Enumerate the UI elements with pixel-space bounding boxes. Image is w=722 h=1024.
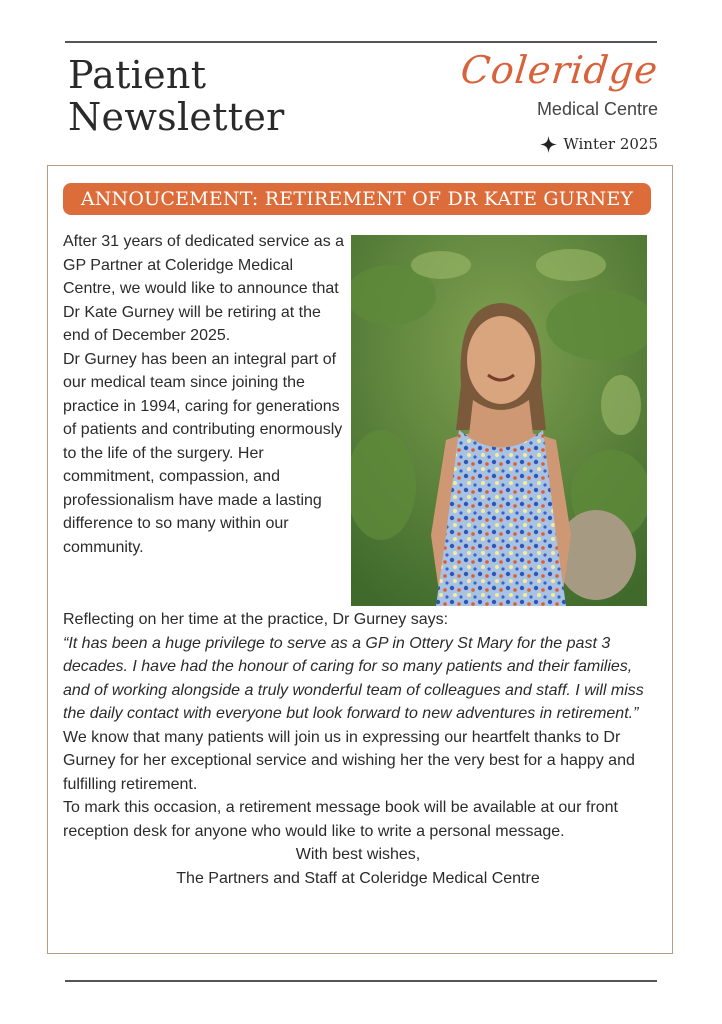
portrait-photo: [351, 235, 647, 606]
logo-subtitle: Medical Centre: [536, 99, 658, 119]
portrait-illustration: [351, 235, 647, 606]
thanks-paragraph: We know that many patients will join us in expressing our heartfelt thanks to Dr Gurney for her exceptional service and wishing her the very best for a happy and fulfilling retirement.: [63, 728, 635, 793]
intro-text: [63, 230, 348, 559]
top-divider: [65, 41, 657, 43]
edition-label: [540, 135, 658, 153]
four-point-star-icon: [540, 136, 557, 153]
signoff-line-1: With best wishes,: [295, 846, 421, 863]
intro-paragraph-2: Dr Gurney has been an integral part of our medical team since joining the practice in 1994, caring for generations of patients and contributing enormously to the life of the surgery. Her commitment, compassion, and professionalism have made a lasting difference to so many within our community.: [63, 350, 343, 556]
logo-wordmark: Coleridge: [458, 48, 661, 92]
title-line-1: Patient: [68, 53, 207, 97]
retirement-quote: “It has been a huge privilege to serve as a GP in Ottery St Mary for the past 3 decades. I have had the honour of caring for so many patients and their families, and of working alongside a truly wonderful team of colleagues and staff. I will miss the daily contact with everyone but look forward to new adventures in retirement.”: [63, 634, 644, 722]
message-book-paragraph: To mark this occasion, a retirement message book will be available at our front reception desk for anyone who would like to write a personal message.: [63, 799, 618, 840]
practice-logo: [458, 48, 661, 120]
article-heading-banner: ANNOUCEMENT: RETIREMENT OF DR KATE GURNEY: [63, 183, 651, 215]
intro-paragraph-1: After 31 years of dedicated service as a GP Partner at Coleridge Medical Centre, we would like to announce that Dr Kate Gurney will be retiring at the end of December 2025.: [63, 233, 345, 344]
newsletter-title: [68, 54, 285, 138]
bottom-divider: [65, 980, 657, 982]
quote-lead: Reflecting on her time at the practice, Dr Gurney says:: [63, 611, 449, 628]
title-line-2: Newsletter: [68, 95, 285, 139]
article-body: [63, 608, 663, 890]
signoff-line-2: The Partners and Staff at Coleridge Medical Centre: [176, 869, 540, 887]
edition-text: Winter 2025: [563, 135, 658, 153]
